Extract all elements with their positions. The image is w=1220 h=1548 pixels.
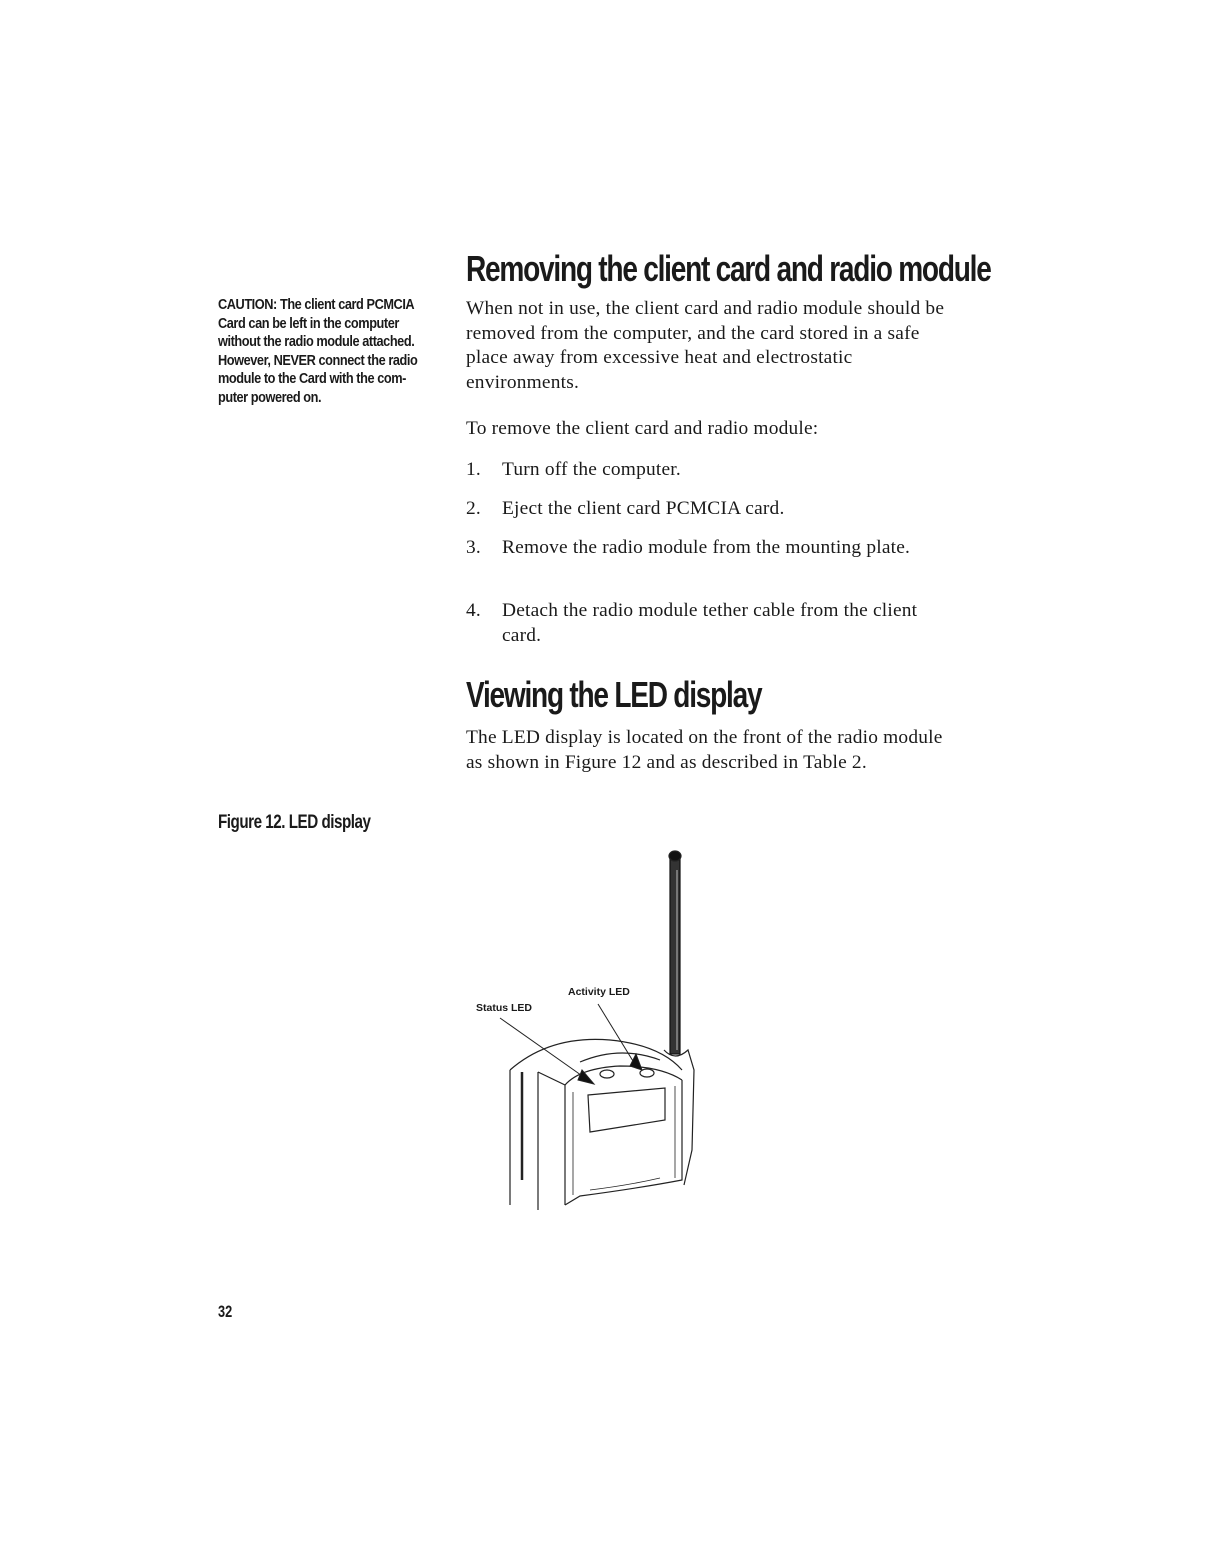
status-led-icon: [600, 1070, 614, 1078]
step-number: 2.: [466, 498, 481, 519]
step-number: 4.: [466, 600, 481, 621]
status-led-label: Status LED: [476, 1002, 533, 1014]
caution-line: without the radio module attached.: [218, 334, 415, 351]
caution-line: Card can be left in the computer: [218, 315, 399, 332]
removal-intro: To remove the client card and radio module:: [466, 418, 819, 439]
removal-paragraph: When not in use, the client card and radio module should be removed from the computer, and the card stored in a safe place away from excessive heat and electrostatic environments.: [466, 298, 945, 393]
radio-module-figure: [460, 840, 720, 1220]
radio-module-illustration: [460, 840, 720, 1220]
step-text: Remove the radio module from the mounting plate.: [502, 537, 911, 558]
step-text: Turn off the computer.: [502, 459, 681, 480]
activity-led-label: Activity LED: [568, 986, 630, 998]
led-paragraph: The LED display is located on the front of the radio module as shown in Figure 12 and as described in Table 2.: [466, 727, 943, 773]
section-heading-removing: Removing the client card and radio module: [466, 248, 991, 289]
step-text: Eject the client card PCMCIA card.: [502, 498, 785, 519]
section-heading-viewing: Viewing the LED display: [466, 674, 762, 715]
caution-line: CAUTION: The client card PCMCIA: [218, 297, 415, 313]
antenna-icon: [670, 854, 680, 1054]
caution-line: However, NEVER connect the radio: [218, 352, 418, 369]
figure-caption: Figure 12. LED display: [218, 812, 371, 833]
page-number: 32: [218, 1302, 233, 1321]
caution-line: puter powered on.: [218, 389, 322, 406]
step-text: Detach the radio module tether cable from the client card.: [502, 600, 918, 646]
caution-line: module to the Card with the com-: [218, 371, 406, 388]
step-number: 3.: [466, 537, 481, 558]
activity-arrow-icon: [630, 1054, 642, 1070]
caution-note: [218, 296, 418, 408]
step-number: 1.: [466, 459, 481, 480]
